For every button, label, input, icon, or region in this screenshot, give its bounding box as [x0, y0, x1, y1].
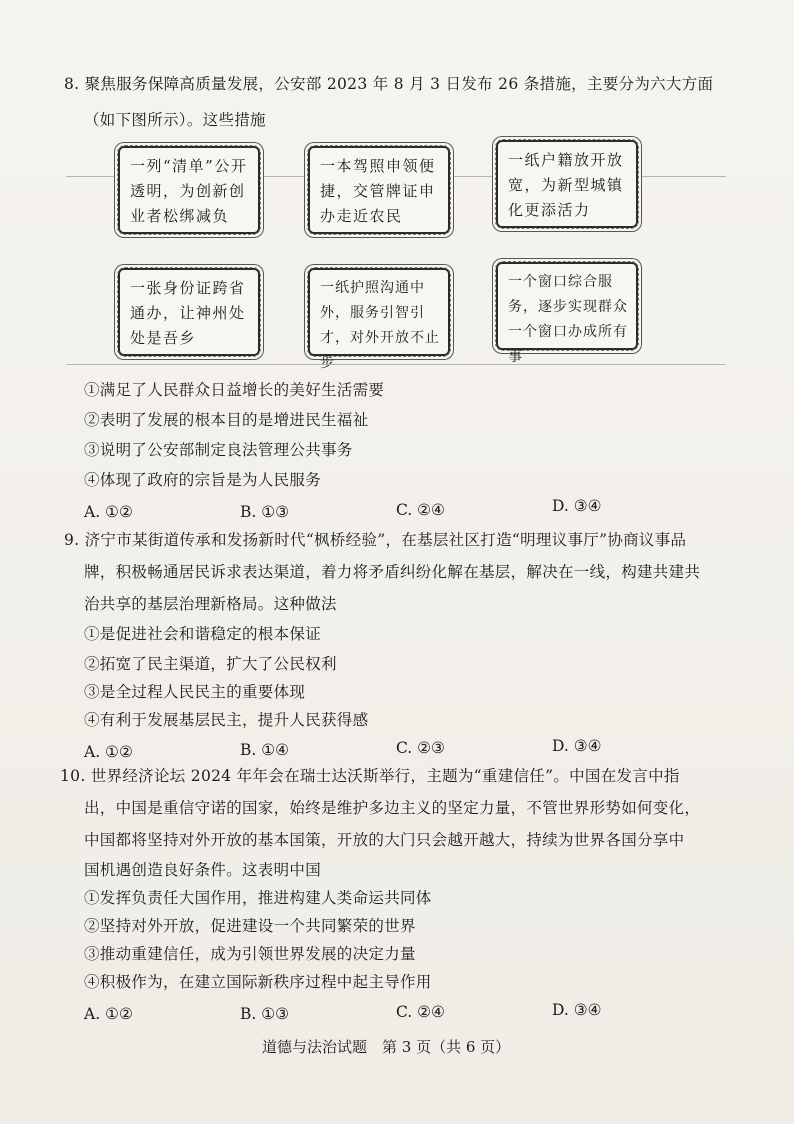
measure-box-text: 一纸户籍放开放宽，为新型城镇化更添活力 — [508, 151, 624, 219]
q9-option-b: B. ①④ — [240, 741, 290, 759]
measure-box-text: 一张身份证跨省通办，让神州处处是吾乡 — [130, 279, 246, 347]
measure-box-id-card — [118, 268, 260, 356]
q9-stem-line-2: 牌，积极畅通居民诉求表达渠道，着力将矛盾纠纷化解在基层，解决在一线，构建共建共 — [84, 563, 701, 581]
q10-option-a: A. ①② — [84, 1005, 133, 1023]
q10-stem-line-2: 出，中国是重信守诺的国家，始终是维护多边主义的坚定力量，不管世界形势如何变化， — [84, 799, 701, 817]
q10-option-c: C. ②④ — [396, 1003, 445, 1021]
q9-stem-line-3: 治共享的基层治理新格局。这种做法 — [84, 595, 337, 613]
q10-stem-line-4: 国机遇创造良好条件。这表明中国 — [84, 861, 322, 879]
q10-option-b: B. ①③ — [240, 1005, 290, 1023]
q8-stem-line-1: 8. 聚焦服务保障高质量发展，公安部 2023 年 8 月 3 日发布 26 条措施，主要分为六大方面 — [64, 75, 714, 93]
measure-box-driver-license — [308, 146, 450, 234]
figure-frame-bottom — [66, 364, 726, 365]
q10-statement-4: ④积极作为，在建立国际新秩序过程中起主导作用 — [84, 973, 432, 991]
q8-statement-1: ①满足了人民群众日益增长的美好生活需要 — [84, 381, 385, 399]
measure-box-text: 一个窗口综合服务，逐步实现群众一个窗口办成所有事 — [508, 274, 628, 365]
page-footer: 道德与法治试题 第 3 页（共 6 页） — [262, 1038, 511, 1056]
q9-option-a: A. ①② — [84, 743, 133, 761]
measure-box-passport — [308, 268, 450, 371]
measure-box-text: 一列“清单”公开透明，为创新创业者松绑减负 — [130, 157, 248, 225]
measure-box-text: 一纸护照沟通中外，服务引智引才，对外开放不止步 — [320, 280, 440, 371]
measure-box-list — [118, 146, 260, 234]
q8-statement-3: ③说明了公安部制定良法管理公共事务 — [84, 441, 353, 459]
q9-statement-1: ①是促进社会和谐稳定的根本保证 — [84, 625, 322, 643]
q10-stem-line-3: 中国都将坚持对外开放的基本国策，开放的大门只会越开越大，持续为世界各国分享中 — [84, 831, 685, 849]
q9-statement-4: ④有利于发展基层民主，提升人民获得感 — [84, 711, 369, 729]
q8-stem-line-2: （如下图所示）。这些措施 — [84, 111, 266, 129]
q10-option-d: D. ③④ — [552, 1001, 602, 1019]
measure-box-one-window — [496, 262, 638, 365]
q9-option-c: C. ②③ — [396, 739, 445, 757]
measure-box-text: 一本驾照申领便捷，交管牌证申办走近农民 — [320, 157, 436, 225]
q8-option-b: B. ①③ — [240, 503, 290, 521]
q10-statement-2: ②坚持对外开放，促进建设一个共同繁荣的世界 — [84, 917, 416, 935]
q10-stem-line-1: 10. 世界经济论坛 2024 年年会在瑞士达沃斯举行，主题为“重建信任”。中国在发言中指 — [60, 767, 680, 785]
q8-option-a: A. ①② — [84, 503, 133, 521]
q9-option-d: D. ③④ — [552, 737, 602, 755]
q9-statement-3: ③是全过程人民民主的重要体现 — [84, 683, 306, 701]
q8-statement-2: ②表明了发展的根本目的是增进民生福祉 — [84, 411, 369, 429]
q10-statement-1: ①发挥负责任大国作用，推进构建人类命运共同体 — [84, 889, 432, 907]
measure-box-household-registration — [496, 140, 638, 228]
q9-statement-2: ②拓宽了民主渠道，扩大了公民权利 — [84, 655, 337, 673]
q9-stem-line-1: 9. 济宁市某街道传承和发扬新时代“枫桥经验”，在基层社区打造“明理议事厅”协商议事品 — [64, 531, 687, 549]
q10-statement-3: ③推动重建信任，成为引领世界发展的决定力量 — [84, 945, 416, 963]
q8-option-c: C. ②④ — [396, 501, 445, 519]
q8-statement-4: ④体现了政府的宗旨是为人民服务 — [84, 471, 322, 489]
q8-option-d: D. ③④ — [552, 497, 602, 515]
